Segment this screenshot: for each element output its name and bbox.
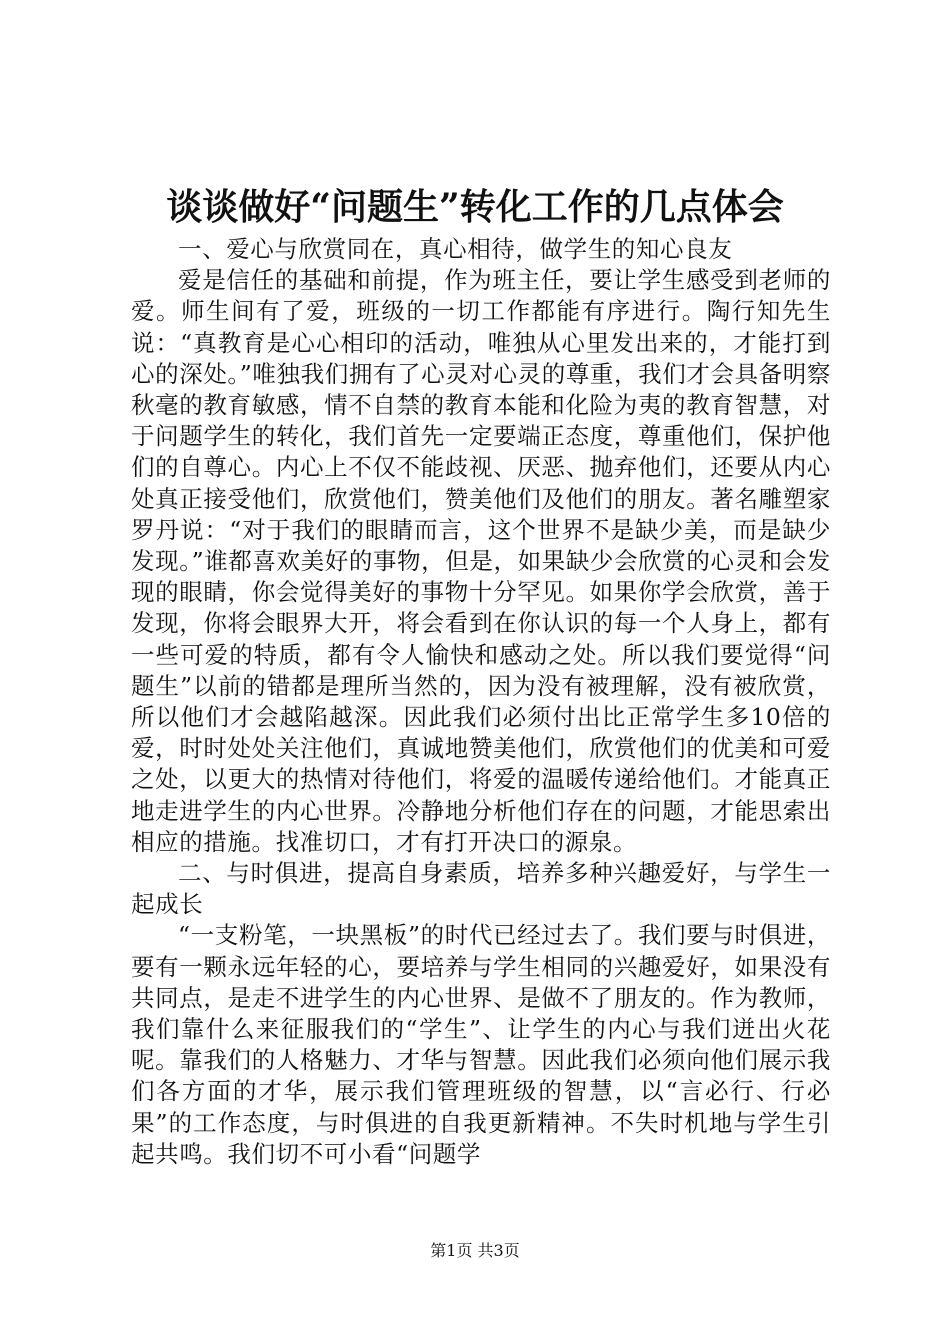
- page-number-footer: 第1页 共3页: [430, 1241, 520, 1260]
- section-heading-1: 一、爱心与欣赏同在，真心相待，做学生的知心良友: [178, 235, 733, 263]
- document-body: [131, 234, 831, 1170]
- body-paragraph-2: “一支粉笔，一块黑板”的时代已经过去了。我们要与时俱进，要有一颗永远年轻的心，要培养与学生相同的兴趣爱好，如果没有共同点，是走不进学生的内心世界、是做不了朋友的。作为教师，我们靠什么来征服我们的“学生”、让学生的内心与我们迸出火花呢。靠我们的人格魅力、才华与智慧。因此我们必须向他们展示我们各方面的才华，展示我们管理班级的智慧，以“言必行、行必果”的工作态度，与时俱进的自我更新精神。不失时机地与学生引起共鸣。我们切不可小看“问题学: [131, 921, 831, 1168]
- document-title: 谈谈做好“问题生”转化工作的几点体会: [166, 186, 784, 228]
- body-paragraph-1: 爱是信任的基础和前提，作为班主任，要让学生感受到老师的爱。师生间有了爱，班级的一切工作都能有序进行。陶行知先生说：“真教育是心心相印的活动，唯独从心里发出来的，才能打到心的深处。”唯独我们拥有了心灵对心灵的尊重，我们才会具备明察秋毫的教育敏感，情不自禁的教育本能和化险为夷的教育智慧，对于问题学生的转化，我们首先一定要端正态度，尊重他们，保护他们的自尊心。内心上不仅不能歧视、厌恶、抛弃他们，还要从内心处真正接受他们，欣赏他们，赞美他们及他们的朋友。著名雕塑家罗丹说：“对于我们的眼睛而言，这个世界不是缺少美，而是缺少发现。”谁都喜欢美好的事物，但是，如果缺少会欣赏的心灵和会发现的眼睛，你会觉得美好的事物十分罕见。如果你学会欣赏，善于发现，你将会眼界大开，将会看到在你认识的每一个人身上，都有一些可爱的特质，都有令人愉快和感动之处。所以我们要觉得“问题生”以前的错都是理所当然的，因为没有被理解，没有被欣赏，所以他们才会越陷越深。因此我们必须付出比正常学生多10倍的爱，时时处处关注他们，真诚地赞美他们，欣赏他们的优美和可爱之处，以更大的热情对待他们，将爱的温暖传递给他们。才能真正地走进学生的内心世界。冷静地分析他们存在的问题，才能思索出相应的措施。找准切口，才有打开决口的源泉。: [131, 266, 831, 856]
- section-heading-2: 二、与时俱进，提高自身素质，培养多种兴趣爱好，与学生一起成长: [131, 859, 831, 919]
